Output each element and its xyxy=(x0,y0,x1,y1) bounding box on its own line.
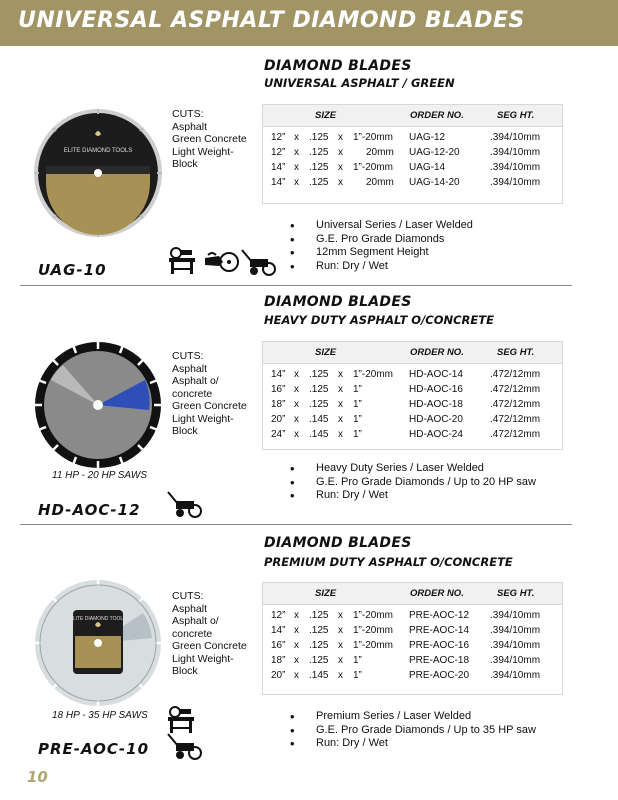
section-subtitle: HEAVY DUTY ASPHALT O/CONCRETE xyxy=(264,313,494,327)
cell-x: x xyxy=(338,132,343,143)
cell-diameter: 14” xyxy=(271,625,286,636)
header-band xyxy=(0,0,618,46)
walk-behind-saw-icon xyxy=(240,247,276,277)
cell-x: x xyxy=(338,429,343,440)
table-row xyxy=(263,131,562,146)
cell-thickness: .125 xyxy=(309,162,329,173)
svg-text:ELITE DIAMOND TOOLS: ELITE DIAMOND TOOLS xyxy=(69,616,127,622)
cell-order-no: PRE-AOC-20 xyxy=(409,670,470,681)
saws-range: 11 HP - 20 HP SAWS xyxy=(52,470,148,481)
cell-x: x xyxy=(294,369,299,380)
cell-x: x xyxy=(294,414,299,425)
cell-seg-ht: .394/10mm xyxy=(490,655,541,666)
table-row xyxy=(263,639,562,654)
table-row xyxy=(263,413,562,428)
cell-x: x xyxy=(338,655,343,666)
cell-arbor: 1”-20mm xyxy=(353,625,394,636)
list-item: • Run: Dry / Wet xyxy=(290,737,536,751)
cell-order-no: UAG-12-20 xyxy=(409,147,460,158)
cell-order-no: HD-AOC-16 xyxy=(409,384,463,395)
feature-list xyxy=(290,219,473,273)
cell-x: x xyxy=(338,162,343,173)
col-seg-ht: SEG HT. xyxy=(497,588,535,599)
cell-thickness: .125 xyxy=(309,625,329,636)
cell-seg-ht: .394/10mm xyxy=(490,147,541,158)
cell-arbor: 20mm xyxy=(366,147,394,158)
cell-arbor: 1”-20mm xyxy=(353,132,394,143)
list-item: • G.E. Pro Grade Diamonds / Up to 20 HP saw xyxy=(290,476,536,490)
cell-arbor: 1”-20mm xyxy=(353,369,394,380)
cell-seg-ht: .472/12mm xyxy=(490,429,541,440)
cell-seg-ht: .394/10mm xyxy=(490,640,541,651)
cell-order-no: UAG-14 xyxy=(409,162,446,173)
cell-x: x xyxy=(294,670,299,681)
cell-order-no: PRE-AOC-16 xyxy=(409,640,470,651)
table-row xyxy=(263,368,562,383)
cell-seg-ht: .472/12mm xyxy=(490,414,541,425)
blade-image-uag xyxy=(33,108,163,238)
section-title: DIAMOND BLADES xyxy=(264,58,412,74)
cell-x: x xyxy=(294,640,299,651)
cell-arbor: 1”-20mm xyxy=(353,162,394,173)
cell-arbor: 1” xyxy=(353,429,362,440)
product-code: UAG-10 xyxy=(38,261,107,279)
cell-x: x xyxy=(338,399,343,410)
table-row xyxy=(263,146,562,161)
cell-thickness: .145 xyxy=(309,429,329,440)
cell-arbor: 20mm xyxy=(366,177,394,188)
table-row xyxy=(263,161,562,176)
cell-thickness: .125 xyxy=(309,132,329,143)
cell-x: x xyxy=(294,625,299,636)
cell-diameter: 14” xyxy=(271,162,286,173)
col-seg-ht: SEG HT. xyxy=(497,347,535,358)
cell-seg-ht: .472/12mm xyxy=(490,384,541,395)
cell-thickness: .125 xyxy=(309,177,329,188)
cell-x: x xyxy=(294,147,299,158)
section-subtitle: UNIVERSAL ASPHALT / GREEN xyxy=(264,76,455,90)
spec-table xyxy=(262,582,563,695)
cell-arbor: 1”-20mm xyxy=(353,640,394,651)
cell-x: x xyxy=(338,384,343,395)
table-header-row xyxy=(263,342,562,364)
cell-diameter: 18” xyxy=(271,399,286,410)
cell-order-no: PRE-AOC-14 xyxy=(409,625,470,636)
cell-arbor: 1” xyxy=(353,655,362,666)
cell-seg-ht: .394/10mm xyxy=(490,162,541,173)
cell-x: x xyxy=(338,670,343,681)
walk-behind-saw-icon xyxy=(166,489,202,519)
cell-diameter: 12” xyxy=(271,132,286,143)
cell-arbor: 1” xyxy=(353,399,362,410)
page-title: UNIVERSAL ASPHALT DIAMOND BLADES xyxy=(18,8,525,33)
cell-x: x xyxy=(294,429,299,440)
list-item: • Premium Series / Laser Welded xyxy=(290,710,536,724)
cell-diameter: 12” xyxy=(271,610,286,621)
list-item: • Universal Series / Laser Welded xyxy=(290,219,473,233)
cell-thickness: .125 xyxy=(309,655,329,666)
cell-order-no: PRE-AOC-18 xyxy=(409,655,470,666)
table-row xyxy=(263,428,562,443)
cell-thickness: .125 xyxy=(309,384,329,395)
cell-arbor: 1” xyxy=(353,414,362,425)
cell-x: x xyxy=(338,625,343,636)
cell-x: x xyxy=(294,399,299,410)
cell-order-no: HD-AOC-24 xyxy=(409,429,463,440)
col-order-no: ORDER NO. xyxy=(410,347,464,358)
cell-order-no: PRE-AOC-12 xyxy=(409,610,470,621)
cell-thickness: .145 xyxy=(309,414,329,425)
blade-image-pre-aoc xyxy=(33,578,163,708)
cell-seg-ht: .394/10mm xyxy=(490,177,541,188)
list-item: • Run: Dry / Wet xyxy=(290,489,536,503)
col-order-no: ORDER NO. xyxy=(410,588,464,599)
cell-x: x xyxy=(294,384,299,395)
section-subtitle: PREMIUM DUTY ASPHALT O/CONCRETE xyxy=(264,555,513,569)
table-row xyxy=(263,609,562,624)
cell-thickness: .125 xyxy=(309,399,329,410)
svg-text:ELITE DIAMOND TOOLS: ELITE DIAMOND TOOLS xyxy=(63,148,133,154)
product-code: PRE-AOC-10 xyxy=(38,740,150,758)
table-row xyxy=(263,624,562,639)
col-order-no: ORDER NO. xyxy=(410,110,464,121)
cell-x: x xyxy=(338,369,343,380)
cell-arbor: 1” xyxy=(353,384,362,395)
cell-order-no: HD-AOC-14 xyxy=(409,369,463,380)
cell-diameter: 20” xyxy=(271,414,286,425)
cell-seg-ht: .394/10mm xyxy=(490,610,541,621)
blade-image-hd-aoc xyxy=(33,340,163,470)
table-row xyxy=(263,176,562,191)
cell-x: x xyxy=(294,177,299,188)
cell-thickness: .125 xyxy=(309,147,329,158)
cell-x: x xyxy=(294,132,299,143)
cell-thickness: .125 xyxy=(309,369,329,380)
table-row xyxy=(263,669,562,684)
table-row xyxy=(263,654,562,669)
section-divider xyxy=(20,524,572,525)
section-title: DIAMOND BLADES xyxy=(264,535,412,551)
cell-diameter: 16” xyxy=(271,384,286,395)
cell-x: x xyxy=(338,177,343,188)
list-item: • Run: Dry / Wet xyxy=(290,260,473,274)
cell-thickness: .125 xyxy=(309,640,329,651)
cuts-list: CUTS: Asphalt Asphalt o/ concrete Green Concrete Light Weight- Block xyxy=(172,590,247,677)
list-item: • G.E. Pro Grade Diamonds xyxy=(290,233,473,247)
table-header-row xyxy=(263,583,562,605)
handheld-saw-icon xyxy=(203,250,239,274)
spec-table xyxy=(262,341,563,450)
cell-x: x xyxy=(338,610,343,621)
cell-seg-ht: .394/10mm xyxy=(490,670,541,681)
walk-behind-saw-icon xyxy=(166,731,202,761)
cell-order-no: UAG-12 xyxy=(409,132,446,143)
cell-seg-ht: .394/10mm xyxy=(490,625,541,636)
cell-diameter: 20” xyxy=(271,670,286,681)
cell-diameter: 24” xyxy=(271,429,286,440)
cell-thickness: .145 xyxy=(309,670,329,681)
col-size: SIZE xyxy=(315,347,337,358)
cell-arbor: 1”-20mm xyxy=(353,610,394,621)
cuts-list: CUTS: Asphalt Green Concrete Light Weight- Block xyxy=(172,108,247,170)
section-divider xyxy=(20,285,572,286)
cell-diameter: 18” xyxy=(271,655,286,666)
cell-seg-ht: .394/10mm xyxy=(490,132,541,143)
feature-list xyxy=(290,710,536,751)
cell-seg-ht: .472/12mm xyxy=(490,369,541,380)
col-seg-ht: SEG HT. xyxy=(497,110,535,121)
cell-seg-ht: .472/12mm xyxy=(490,399,541,410)
list-item: • G.E. Pro Grade Diamonds / Up to 35 HP saw xyxy=(290,724,536,738)
feature-list xyxy=(290,462,536,503)
cell-diameter: 16” xyxy=(271,640,286,651)
cuts-list: CUTS: Asphalt Asphalt o/ concrete Green Concrete Light Weight- Block xyxy=(172,350,247,437)
cell-order-no: HD-AOC-18 xyxy=(409,399,463,410)
col-size: SIZE xyxy=(315,110,337,121)
page-number: 10 xyxy=(27,768,48,786)
cell-diameter: 14” xyxy=(271,369,286,380)
cell-order-no: HD-AOC-20 xyxy=(409,414,463,425)
cell-x: x xyxy=(294,655,299,666)
table-row xyxy=(263,383,562,398)
cell-x: x xyxy=(338,640,343,651)
table-row xyxy=(263,398,562,413)
cell-x: x xyxy=(294,610,299,621)
col-size: SIZE xyxy=(315,588,337,599)
cell-x: x xyxy=(338,414,343,425)
list-item: • Heavy Duty Series / Laser Welded xyxy=(290,462,536,476)
table-saw-icon xyxy=(166,246,198,276)
list-item: • 12mm Segment Height xyxy=(290,246,473,260)
section-title: DIAMOND BLADES xyxy=(264,294,412,310)
cell-diameter: 12” xyxy=(271,147,286,158)
product-code: HD-AOC-12 xyxy=(38,501,141,519)
cell-x: x xyxy=(294,162,299,173)
cell-thickness: .125 xyxy=(309,610,329,621)
cell-diameter: 14” xyxy=(271,177,286,188)
table-header-row xyxy=(263,105,562,127)
spec-table xyxy=(262,104,563,204)
cell-order-no: UAG-14-20 xyxy=(409,177,460,188)
cell-arbor: 1” xyxy=(353,670,362,681)
saws-range: 18 HP - 35 HP SAWS xyxy=(52,710,148,721)
cell-x: x xyxy=(338,147,343,158)
